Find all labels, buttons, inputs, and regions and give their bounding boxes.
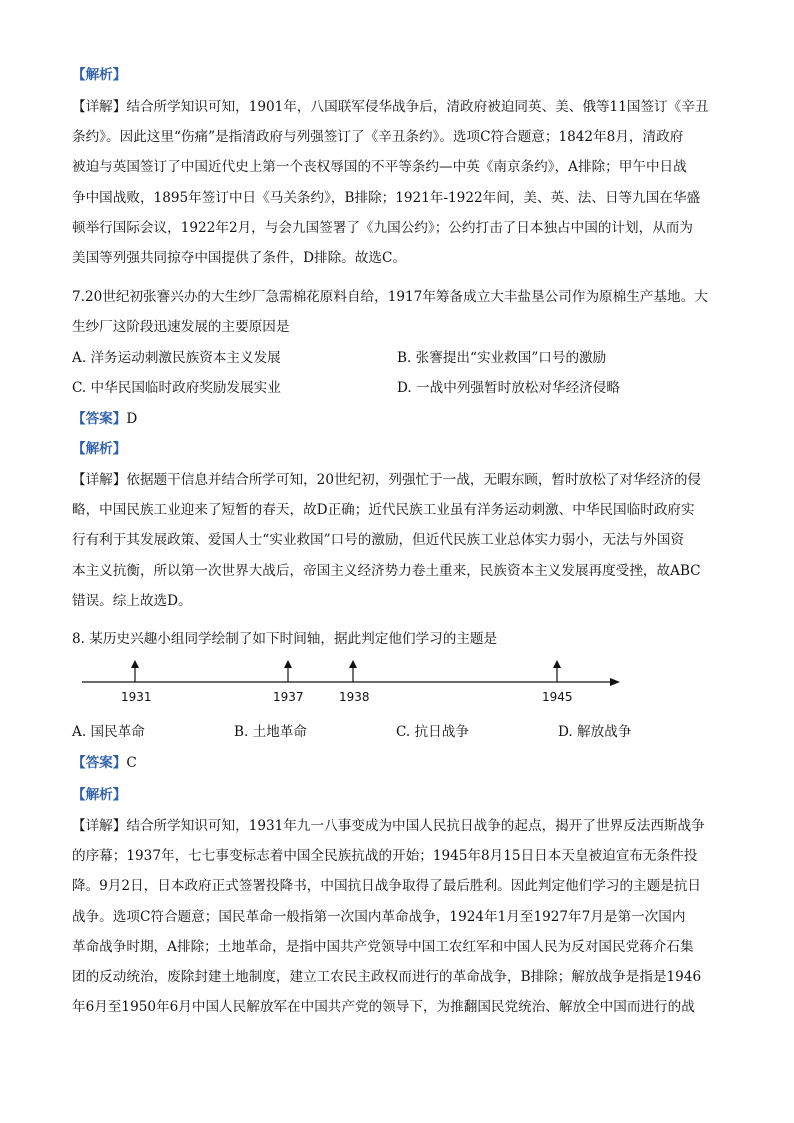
option-b: B. 张謇提出“实业救国”口号的激励	[397, 350, 607, 366]
text-line: 【详解】结合所学知识可知，1931年九一八事变成为中国人民抗日战争的起点，揭开了世界反法西斯战争	[72, 818, 705, 834]
timeline-year-label: 1938	[339, 690, 370, 704]
analysis-section-2	[72, 434, 732, 464]
text-line: 本主义抗衡，所以第一次世界大战后，帝国主义经济势力卷土重来，民族资本主义发展再度受挫，故ABC	[72, 562, 701, 579]
text-line: 略，中国民族工业迎来了短暂的春天，故D正确；近代民族工业虽有洋务运动刺激、中华民国临时政府实	[72, 502, 695, 519]
text-line: 顿举行国际会议，1922年2月，与会九国签署了《九国公约》；公约打击了日本独占中国的计划，从而为	[72, 219, 693, 236]
text-line: 8. 某历史兴趣小组同学绘制了如下时间轴，据此判定他们学习的主题是	[72, 631, 498, 647]
timeline-year-label: 1931	[121, 690, 152, 704]
analysis-section-1	[72, 60, 732, 90]
question-8-answer	[72, 748, 732, 778]
text-line: 行有利于其发展政策、爱国人士“实业救国”口号的激励，但近代民族工业总体实力弱小，无法与外国资	[72, 532, 685, 549]
option-c: C. 中华民国临时政府奖励发展实业	[72, 380, 281, 396]
detail-paragraph-2	[72, 465, 732, 616]
analysis-label: 【解析】	[72, 441, 127, 457]
answer-label: 【答案】	[72, 411, 127, 427]
question-8-stem	[72, 624, 732, 654]
text-line: 美国等列强共同掠夺中国提供了条件，D排除。故选C。	[72, 249, 406, 266]
question-7-options-row-2	[72, 373, 732, 403]
option-a: A. 洋务运动刺激民族资本主义发展	[72, 350, 281, 366]
timeline-figure	[82, 656, 622, 716]
text-line: 7.20世纪初张謇兴办的大生纱厂急需棉花原料自给，1917年筹备成立大丰盐垦公司作为原棉生产基地。大	[72, 289, 708, 305]
question-7-answer	[72, 404, 732, 434]
text-line: 年6月至1950年6月中国人民解放军在中国共产党的领导下，为推翻国民党统治、解放全中国而进行的战	[72, 999, 695, 1016]
timeline-year-label: 1937	[273, 690, 304, 704]
question-7-stem	[72, 282, 732, 342]
answer-value: C	[126, 755, 137, 771]
timeline-year-label: 1945	[542, 690, 573, 704]
text-line: 被迫与英国签订了中国近代史上第一个丧权辱国的不平等条约—中英《南京条约》，A排除；甲午中日战	[72, 159, 687, 176]
text-line: 条约》。因此这里“伤痛”是指清政府与列强签订了《辛丑条约》。选项C符合题意；1842年8月，清政府	[72, 129, 684, 146]
text-line: 的序幕；1937年，七七事变标志着中国全民族抗战的开始；1945年8月15日日本天皇被迫宣布无条件投	[72, 848, 698, 865]
option-c: C. 抗日战争	[396, 724, 469, 740]
option-b: B. 土地革命	[234, 724, 308, 740]
option-d: D. 一战中列强暂时放松对华经济侵略	[397, 380, 620, 396]
detail-paragraph-3	[72, 811, 732, 1022]
text-line: 错误。综上故选D。	[72, 592, 192, 609]
text-line: 争中国战败，1895年签订中日《马关条约》，B排除；1921年-1922年间，美、英、法、日等九国在华盛	[72, 189, 701, 206]
answer-label: 【答案】	[72, 755, 127, 771]
timeline-marker-1937	[284, 660, 292, 682]
text-line: 革命战争时期，A排除；土地革命，是指中国共产党领导中国工农红军和中国人民为反对国民党蒋介石集	[72, 938, 694, 955]
analysis-label: 【解析】	[72, 787, 127, 803]
text-line: 【详解】依据题干信息并结合所学可知，20世纪初，列强忙于一战，无暇东顾，暂时放松了对华经济的侵	[72, 472, 702, 488]
answer-value: D	[126, 411, 138, 427]
analysis-section-3	[72, 780, 732, 810]
question-7-options-row-1	[72, 343, 732, 373]
text-line: 【详解】结合所学知识可知，1901年，八国联军侵华战争后，清政府被迫同英、美、俄等11国签订《辛丑	[72, 99, 709, 115]
timeline-marker-1945	[553, 660, 561, 682]
detail-paragraph-1	[72, 92, 732, 273]
text-line: 团的反动统治，废除封建土地制度，建立工农民主政权而进行的革命战争，B排除；解放战争是指是1946	[72, 968, 702, 985]
timeline-marker-1931	[131, 660, 139, 682]
text-line: 降。9月2日，日本政府正式签署投降书，中国抗日战争取得了最后胜利。因此判定他们学习的主题是抗日	[72, 878, 702, 895]
analysis-label: 【解析】	[72, 67, 127, 83]
text-line: 生纱厂这阶段迅速发展的主要原因是	[72, 319, 290, 336]
question-8-options	[72, 717, 732, 747]
option-d: D. 解放战争	[558, 724, 632, 740]
timeline-marker-1938	[349, 660, 357, 682]
text-line: 战争。选项C符合题意；国民革命一般指第一次国内革命战争，1924年1月至1927年7月是第一次国内	[72, 908, 686, 925]
option-a: A. 国民革命	[72, 724, 145, 740]
